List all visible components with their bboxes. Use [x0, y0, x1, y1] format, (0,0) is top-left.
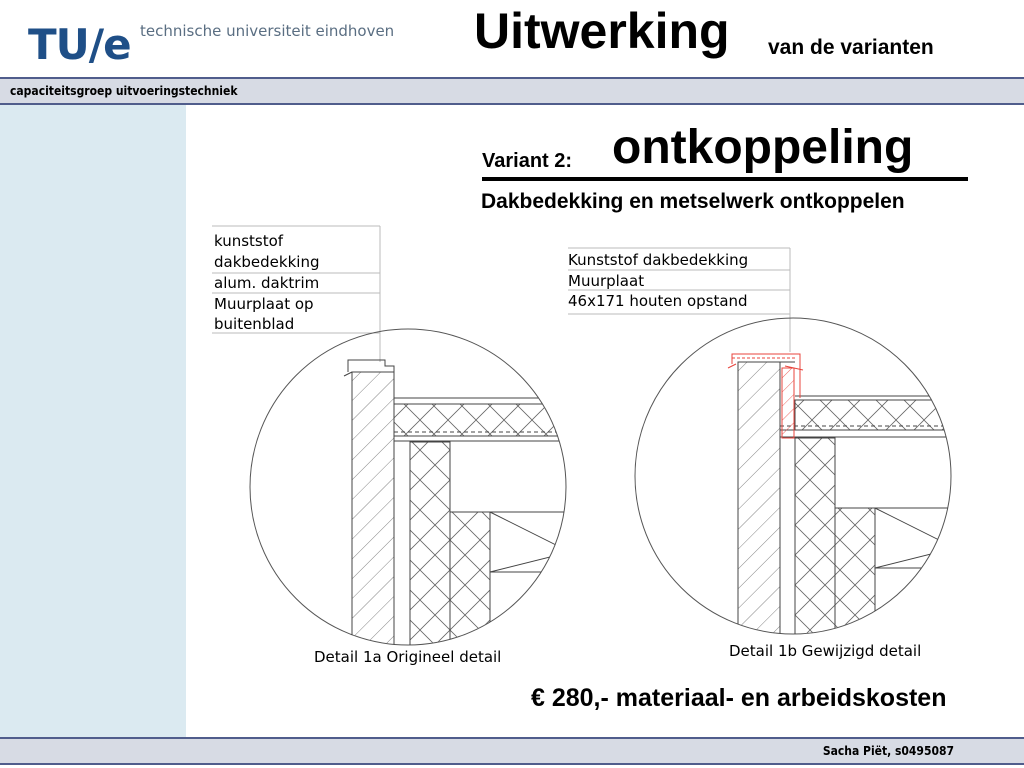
caption-detail-1a: Detail 1a Origineel detail [314, 648, 502, 666]
label-houten-opstand: 46x171 houten opstand [568, 292, 748, 310]
label-muurplaat: Muurplaat [568, 272, 645, 290]
label-buitenblad: buitenblad [214, 315, 295, 333]
cost-text: € 280,- materiaal- en arbeidskosten [531, 684, 947, 712]
group-name: capaciteitsgroep uitvoeringstechniek [10, 84, 238, 98]
slide-title: Uitwerking [474, 3, 730, 59]
variant-subtitle: Dakbedekking en metselwerk ontkoppelen [481, 190, 905, 213]
author-name: Sacha Piët, s0495087 [822, 744, 954, 758]
institution-name: technische universiteit eindhoven [140, 22, 395, 40]
variant-name: ontkoppeling [612, 121, 914, 174]
label-kunststof-dakbedekking: Kunststof dakbedekking [568, 251, 749, 269]
label-alum-daktrim: alum. daktrim [214, 274, 320, 292]
tue-logo: TU/e [28, 20, 131, 69]
label-dakbedekking: dakbedekking [214, 253, 320, 271]
detail-1b-drawing [568, 248, 955, 678]
bottom-bar [0, 737, 1024, 765]
label-kunststof: kunststof [214, 232, 284, 250]
variant-label: Variant 2: [482, 150, 573, 172]
label-muurplaat-op: Muurplaat op [214, 295, 314, 313]
slide-title-suffix: van de varianten [768, 36, 934, 59]
caption-detail-1b: Detail 1b Gewijzigd detail [729, 642, 922, 660]
